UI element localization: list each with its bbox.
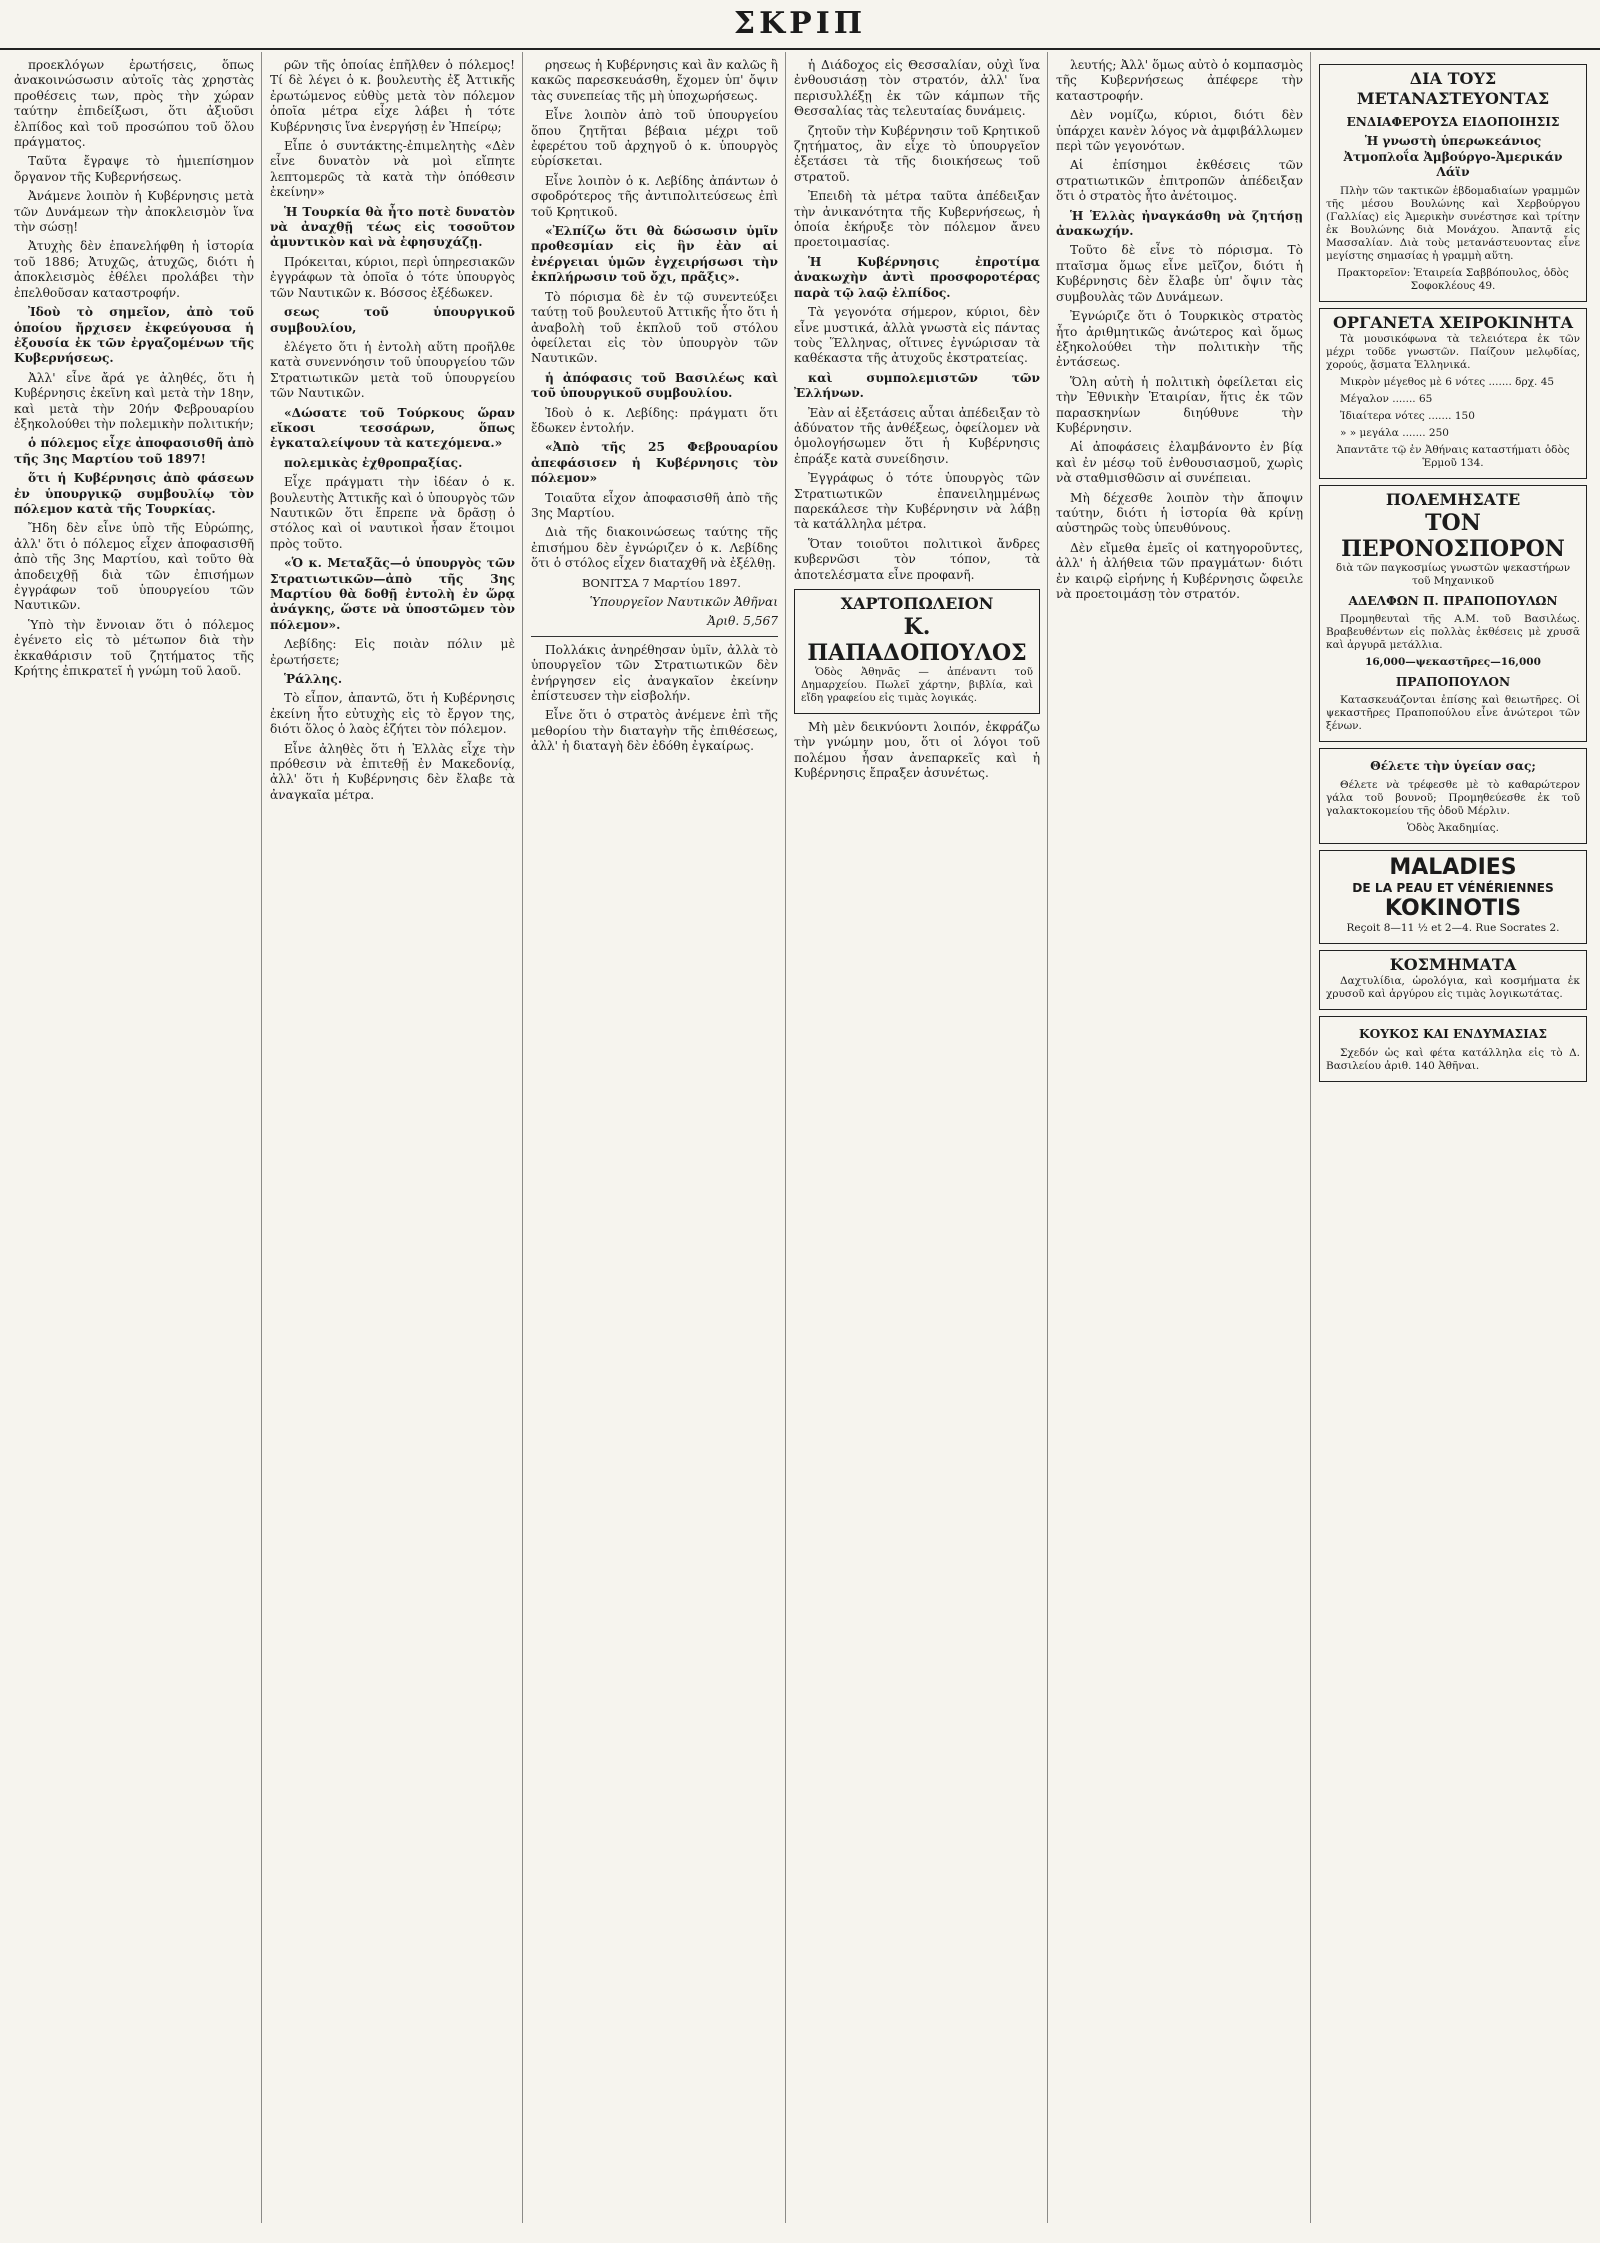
paragraph: Εἶνε ἀληθὲς ὅτι ἡ Ἑλλὰς εἶχε τὴν πρόθεσιν νὰ ἐπιτεθῇ ἐν Μακεδονίᾳ, ἀλλ' ὅτι ἡ Κυβέρνησις δὲν ἔλαβε τὰ ἀναγκαῖα μέτρα. (270, 741, 515, 802)
ad-body: διὰ τῶν παγκοσμίως γνωστῶν ψεκαστήρων τοῦ Μηχανικοῦ (1335, 561, 1571, 587)
ad-body: Πλὴν τῶν τακτικῶν ἑβδομαδιαίων γραμμῶν τῆς μέσου Βουλώνης καὶ Χερβούργου (Γαλλίας) εἰς Ἀμερικὴν συνέστησε καὶ τρίτην ἐκ Βουλώνης διὰ Μονάχου. Ἀπαντᾷ εἰς Μασσαλίαν. Διὰ τοὺς μετανάστευοντας εἶνε μεγίστης σημασίας ἡ γραμμὴ αὕτη. (1326, 184, 1580, 262)
paragraph: λευτής; Ἀλλ' ὅμως αὐτὸ ὁ κομπασμὸς τῆς Κυβερνήσεως ἀπέφερε τὴν καταστροφήν. (1056, 58, 1303, 103)
column-divider (1310, 52, 1311, 2223)
paragraph: Ἐὰν αἱ ἐξετάσεις αὗται ἀπέδειξαν τὸ ἀδύνατον τῆς ἀνθέξεως, ὀφείλομεν νὰ ὁμολογήσωμεν ὅτι ἡ Κυβέρνησις ἐπράξε κατὰ συνείδησιν. (794, 405, 1040, 466)
paragraph: Λεβίδης: Εἰς ποιὰν πόλιν μὲ ἐρωτήσετε; (270, 637, 515, 667)
paragraph: ρῶν τῆς ὁποίας ἐπῆλθεν ὁ πόλεμος! Τί δὲ λέγει ὁ κ. βουλευτὴς ἐξ Ἀττικῆς ἐρωτώμενος εὐθὺς μετὰ τὸν πόλεμον ὁποῖα μέτρα εἶχε λάβει ἡ τότε Κυβέρνησις ἵνα ἐνεργήσῃ ἐν Ἠπείρῳ; (270, 58, 515, 134)
emigration-ad (1319, 64, 1587, 302)
bold-paragraph: σεως τοῦ ὑπουργικοῦ συμβουλίου, (270, 305, 515, 335)
masthead (0, 0, 1600, 50)
bold-paragraph: Ἡ Κυβέρνησις ἐπροτίμα ἀνακωχὴν ἀντὶ προσφοροτέρας παρὰ τῷ λαῷ ἐλπίδος. (794, 254, 1040, 300)
dispatch-number: Ἀριθ. 5,567 (707, 614, 778, 629)
paragraph: Αἱ ἀποφάσεις ἐλαμβάνοντο ἐν βίᾳ καὶ ἐν μέσῳ τοῦ ἐνθουσιασμοῦ, χωρὶς νὰ σταθμισθῶσιν αἱ συνέπειαι. (1056, 440, 1303, 486)
sprayer-ad (1319, 485, 1587, 743)
milk-ad (1319, 748, 1587, 843)
paragraph: Δὲν εἴμεθα ἐμεῖς οἱ κατηγοροῦντες, ἀλλ' ἡ ἀλήθεια τῶν πραγμάτων· διότι ἐν καιρῷ εἰρήνης ἡ Κυβέρνησις ὤφειλε νὰ προετοιμάσῃ τὸν στρατόν. (1056, 540, 1303, 601)
bold-paragraph: Ἰδοὺ τὸ σημεῖον, ἀπὸ τοῦ ὁποίου ἤρχισεν ἐκφεύγουσα ἡ ἐξουσία ἐκ τῶν ἐργαζομένων τῆς Κυβερνήσεως. (14, 305, 254, 366)
bold-paragraph: Ἡ Ἑλλὰς ἠναγκάσθη νὰ ζητήσῃ ἀνακωχήν. (1056, 208, 1303, 239)
quoted-statement: «Ὁ κ. Μεταξᾶς—ὁ ὑπουργὸς τῶν Στρατιωτικῶν—ἀπὸ τῆς 3ης Μαρτίου θὰ δοθῇ ἐντολὴ ἐν ὥρᾳ ἀνάγκης, ὥστε νὰ ὑποστῶμεν τὸν πόλεμον». (270, 556, 515, 632)
bold-paragraph: καὶ συμπολεμιστῶν τῶν Ἐλλήνων. (794, 370, 1040, 401)
paragraph: Πρόκειται, κύριοι, περὶ ὑπηρεσιακῶν ἐγγράφων τὰ ὁποῖα ὁ τότε ὑπουργὸς τῶν Ναυτικῶν κ. Βόσσος ἐξέδωκεν. (270, 254, 515, 300)
ad-company: ΑΔΕΛΦΩΝ Π. ΠΡΑΠΟΠΟΥΛΩΝ (1348, 593, 1558, 608)
ad-title: ΧΑΡΤΟΠΩΛΕΙΟΝ (840, 594, 994, 613)
speaker-name: Ῥάλλης. (284, 672, 343, 687)
ad-title: ΠΟΛΕΜΗΣΑΤΕ (1385, 489, 1521, 509)
paragraph: Ὅταν τοιοῦτοι πολιτικοὶ ἄνδρες κυβερνῶσι τὸν τόπον, τὰ ἀποτελέσματα εἶνε προφανῆ. (794, 536, 1040, 582)
ad-body: Ὁδὸς Ἀθηνᾶς — ἀπέναντι τοῦ Δημαρχείου. Πωλεῖ χάρτην, βιβλία, καὶ εἴδη γραφείου εἰς τιμὰς λογικάς. (801, 666, 1033, 704)
ad-body: Δαχτυλίδια, ὡρολόγια, καὶ κοσμήματα ἐκ χρυσοῦ καὶ ἀργύρου εἰς τιμὰς λογικωτάτας. (1326, 975, 1580, 1001)
ad-title: ΚΟΣΜΗΜΑΤΑ (1389, 955, 1517, 975)
article-column-1 (14, 58, 254, 2219)
paragraph: προεκλόγων ἐρωτήσεις, ὅπως ἀνακοινώσωσιν αὐτοῖς τὰς χρηστὰς προθέσεις των, πρὸς τὴν χώραν ταύτην ἐπιδείξωσι, ὅτι ἀξιοῦσι ἐλπίδος καὶ τοῦ προσώπου τοῦ ὅλου πράγματος. (14, 58, 254, 150)
column-divider (522, 52, 523, 2223)
paragraph: Τοῦτο δὲ εἶνε τὸ πόρισμα. Τὸ πταῖσμα ὅμως εἶνε μεῖζον, διότι ἡ Κυβέρνησις δὲν ἔλαβε ὑπ' ὄψιν τὰς συμβουλὰς τῶν Δυνάμεων. (1056, 243, 1303, 304)
ad-title: MALADIES (1389, 854, 1517, 880)
paragraph: ζητοῦν τὴν Κυβέρνησιν τοῦ Κρητικοῦ ζητήματος, ἂν εἶχε τὸ ὑπουργεῖον ἐξετάσει τὰ τῆς διοικήσεως τοῦ στρατοῦ. (794, 123, 1040, 184)
ad-address: Ὁδὸς Ἀκαδημίας. (1407, 821, 1499, 834)
price-line: Μικρὸν μέγεθος μὲ 6 νότες ....... δρχ. 45 (1340, 375, 1555, 388)
paragraph: Ἐπειδὴ τὰ μέτρα ταῦτα ἀπέδειξαν τὴν ἀνικανότητα τῆς Κυβερνήσεως, ἡ ὁποία ἐκήρυξε τὸν πόλεμον ἄνευ προετοιμασίας. (794, 189, 1040, 250)
paragraph: Ἀνάμενε λοιπὸν ἡ Κυβέρνησις μετὰ τῶν Δυνάμεων τὴν ἀποκλεισμὸν ἵνα τὴν σώσῃ! (14, 189, 254, 235)
paragraph: Εἶνε λοιπὸν ὁ κ. Λεβίδης ἀπάντων ὁ σφοδρότερος τῆς ἀντιπολιτεύσεως ἐπὶ τοῦ Κρητικοῦ. (531, 173, 778, 219)
paragraph: Ταῦτα ἔγραψε τὸ ἡμιεπίσημον ὄργανον τῆς Κυβερνήσεως. (14, 154, 254, 184)
article-column-4 (794, 58, 1040, 2219)
price-line: » » μεγάλα ....... 250 (1340, 426, 1449, 439)
jewelry-ad (1319, 950, 1587, 1010)
quoted-statement: «Ἐλπίζω ὅτι θὰ δώσωσιν ὑμῖν προθεσμίαν εἰς ἣν ἐὰν αἱ ἐνέργειαι ὑμῶν ἐγχειρήσωσι τὴν ἐκπλήρωσιν τοῦ ὄχι, πρᾶξις». (531, 224, 778, 285)
newspaper-title: ΣΚΡΙΠ (733, 6, 867, 41)
quoted-statement: «Ἀπὸ τῆς 25 Φεβρουαρίου ἀπεφάσισεν ἡ Κυβέρνησις τὸν πόλεμον» (531, 440, 778, 486)
article-column-5 (1056, 58, 1303, 2219)
paragraph: Ὅλη αὐτὴ ἡ πολιτικὴ ὀφείλεται εἰς τὴν Ἐθνικὴν Ἑταιρίαν, ἥτις ἐκ τῶν παρασκηνίων διηύθυνε τὴν Κυβέρνησιν. (1056, 374, 1303, 435)
ad-body: Σχεδόν ὡς καὶ φέτα κατάλληλα εἰς τὸ Δ. Βασιλείου ἀριθ. 140 Ἀθῆναι. (1326, 1046, 1580, 1072)
column-divider (785, 52, 786, 2223)
paragraph: Τὸ πόρισμα δὲ ἐν τῷ συνεντεύξει ταύτῃ τοῦ βουλευτοῦ Ἀττικῆς ἦτο ὅτι ἡ ἀναβολὴ τοῦ ἐκπλοῦ τοῦ στόλου ὀφείλεται εἰς τὸν ὑπουργὸν τῶν Ναυτικῶν. (531, 289, 778, 366)
paragraph: Ἐγγράφως ὁ τότε ὑπουργὸς τῶν Στρατιωτικῶν ἐπανειλημμένως παρεκάλεσε τὴν Κυβέρνησιν νὰ λάβῃ τὰ κατάλληλα μέτρα. (794, 471, 1040, 532)
paragraph: Τοιαῦτα εἶχον ἀποφασισθῆ ἀπὸ τῆς 3ης Μαρτίου. (531, 490, 778, 520)
bold-paragraph: ὅτι ἡ Κυβέρνησις ἀπὸ φάσεων ἐν ὑπουργικῷ συμβουλίῳ τὸν πόλεμον κατὰ τῆς Τουρκίας. (14, 471, 254, 516)
ad-body: Κατασκευάζονται ἐπίσης καὶ θειωτῆρες. Οἱ ψεκαστῆρες Πραποπούλου εἶνε ἀνώτεροι τῶν ξένων. (1326, 694, 1580, 733)
paragraph: Αἱ ἐπίσημοι ἐκθέσεις τῶν στρατιωτικῶν ἐπιτροπῶν ἀπέδειξαν ὅτι ὁ στρατὸς ἦτο ἀνέτοιμος. (1056, 158, 1303, 204)
paragraph: ἐλέγετο ὅτι ἡ ἐντολὴ αὕτη προῆλθε κατὰ συνεννόησιν τοῦ ὑπουργείου τῶν Στρατιωτικῶν μετὰ τοῦ ὑπουργείου τῶν Ναυτικῶν. (270, 339, 515, 401)
ad-title: ΚΟΥΚΟΣ ΚΑΙ ΕΝΔΥΜΑΣΙΑΣ (1359, 1027, 1547, 1042)
ad-title: ΔΙΑ ΤΟΥΣ ΜΕΤΑΝΑΣΤΕΥΟΝΤΑΣ (1356, 69, 1550, 108)
paragraph: Ἐγνώριζε ὅτι ὁ Τουρκικὸς στρατὸς ἦτο ἀριθμητικῶς ἀνώτερος καὶ ὅμως ἐξηκολούθει τὴν πολιτικὴν τῆς ἐντάσεως. (1056, 309, 1303, 370)
column-divider (261, 52, 262, 2223)
quoted-order: «Δώσατε τοῦ Τούρκους ὥραν εἴκοσι τεσσάρων, ὅπως ἐγκαταλείψουν τὰ κατεχόμενα.» (270, 405, 515, 451)
ad-address: Ἀπαντᾶτε τῷ ἐν Ἀθήναις καταστήματι ὁδὸς Ἑρμοῦ 134. (1336, 443, 1570, 469)
bold-paragraph: ἡ ἀπόφασις τοῦ Βασιλέως καὶ τοῦ ὑπουργικοῦ συμβουλίου. (531, 370, 778, 401)
ad-name: Κ. ΠΑΠΑΔΟΠΟΥΛΟΣ (807, 614, 1027, 666)
dispatch-signature: Ὑπουργεῖον Ναυτικῶν Ἀθῆναι (589, 595, 778, 609)
paragraph: Μὴ μὲν δεικνύοντι λοιπόν, ἐκφράζω τὴν γνώμην μου, ὅτι οἱ λόγοι τοῦ πολέμου ἦσαν ἀνεπαρκεῖς καὶ ἡ Κυβέρνησις ἔπραξεν ἀσυνέτως. (794, 720, 1040, 781)
paragraph: Εἶνε ὅτι ὁ στρατὸς ἀνέμενε ἐπὶ τῆς μεθορίου τὴν διαταγὴν τῆς ἐπιθέσεως, ἀλλ' ἡ διαταγὴ δὲν ἐδόθη ἐγκαίρως. (531, 708, 778, 754)
ad-address: Πρακτορεῖον: Ἐταιρεία Σαββόπουλος, ὁδὸς Σοφοκλέους 49. (1337, 266, 1569, 292)
paragraph: Τὰ γεγονότα σήμερον, κύριοι, δὲν εἶνε μυστικά, ἀλλὰ γνωστὰ εἰς πάντας τοὺς Ἕλληνας, οἵτινες ἐγνώρισαν τὰ καθέκαστα τῆς ἀτυχοῦς ἐκστρατείας. (794, 305, 1040, 366)
paragraph: ἡ Διάδοχος εἰς Θεσσαλίαν, οὐχὶ ἵνα ἐνθουσιάσῃ τὸν στρατόν, ἀλλ' ἵνα περισυλλέξῃ ἐκ τῶν κάμπων τῆς Θεσσαλίας τὰς τελευταίας δυνάμεις. (794, 58, 1040, 119)
ad-title: Θέλετε τὴν ὑγείαν σας; (1370, 759, 1536, 774)
article-column-3 (531, 58, 778, 2219)
ad-company: ΠΡΑΠΟΠΟΥΛΟΝ (1395, 675, 1511, 690)
ad-name: KOKINOTIS (1384, 896, 1522, 922)
ad-subtitle: ΕΝΔΙΑΦΕΡΟΥΣΑ ΕΙΔΟΠΟΙΗΣΙΣ (1346, 115, 1560, 129)
paragraph: Ἀλλ' εἶνε ἄρά γε ἀληθές, ὅτι ἡ Κυβέρνησις ἐκεῖνη καὶ μετὰ τὴν 18ην, καὶ μετὰ τὴν 20ήν Φεβρουαρίου ἐξηκολούθει τὴν πολεμικὴν πολιτικήν; (14, 370, 254, 431)
paragraph: Πολλάκις ἀνηρέθησαν ὑμῖν, ἀλλὰ τὸ ὑπουργεῖον τῶν Στρατιωτικῶν δὲν ἐνήργησεν εἰς ἀναγκαῖον ἐκείνην ἐπίστευσεν τὴν εἰσβολήν. (531, 642, 778, 704)
ad-title: ΟΡΓΑΝΕΤΑ ΧΕΙΡΟΚΙΝΗΤΑ (1333, 312, 1573, 332)
paragraph: Ἰδοὺ ὁ κ. Λεβίδης: πράγματι ὅτι ἔδωκεν ἐντολήν. (531, 405, 778, 435)
column-divider (1047, 52, 1048, 2223)
article-column-2 (270, 58, 515, 2219)
ad-body: Reçoit 8—11 ½ et 2—4. Rue Socrates 2. (1346, 922, 1560, 935)
paragraph: Εἶπε ὁ συντάκτης-ἐπιμελητὴς «Δὲν εἶνε δυνατὸν νὰ μοὶ εἴπητε λεπτομερῶς τὰ κατὰ τὴν ὁπόθεσιν ἐκείνην» (270, 139, 515, 200)
paragraph: Ἤδη δὲν εἶνε ὑπὸ τῆς Εὐρώπης, ἀλλ' ὅτι ὁ πόλεμος εἶχεν ἀποφασισθῆ ἀπὸ τῆς 3ης Μαρτίου, καὶ τοῦτο θὰ ἀποδειχθῇ διὰ τῶν ἐπισήμων ἐγγράφων τοῦ ὑπουργείου τῶν Ναυτικῶν. (14, 521, 254, 613)
paragraph: Τὸ εἶπον, ἀπαντῶ, ὅτι ἡ Κυβέρνησις ἐκείνη ἦτο εὐτυχὴς εἰς τὸ ἔργον της, διότι ὅλος ὁ λαὸς ἐζήτει τὸν πόλεμον. (270, 691, 515, 737)
price-line: Μέγαλον ....... 65 (1340, 392, 1433, 405)
ad-body: Προμηθευταὶ τῆς Α.Μ. τοῦ Βασιλέως. Βραβευθέντων εἰς πολλὰς ἐκθέσεις μὲ χρυσᾶ καὶ ἀργυρᾶ μετάλλια. (1326, 613, 1580, 652)
paragraph: Ὑπὸ τὴν ἔννοιαν ὅτι ὁ πόλεμος ἐγένετο εἰς τὸ μέτωπον διὰ τὴν ἐκκαθάρισιν τοῦ ζητήματος τῆς Κρήτης ἐπικρατεῖ ἡ γνώμη τοῦ λαοῦ. (14, 617, 254, 679)
advertisement-column (1319, 58, 1587, 2219)
dispatch-date: ΒΟΝΙΤΣΑ 7 Μαρτίου 1897. (582, 575, 741, 590)
doctor-ad (1319, 850, 1587, 944)
bold-paragraph: ὁ πόλεμος εἶχε ἀποφασισθῆ ἀπὸ τῆς 3ης Μαρτίου τοῦ 1897! (14, 436, 254, 466)
paragraph: Δὲν νομίζω, κύριοι, διότι δὲν ὑπάρχει κανὲν λόγος νὰ ἀμφιβάλλωμεν περὶ τῶν γεγονότων. (1056, 108, 1303, 154)
ad-count: 16,000—ψεκαστῆρες—16,000 (1365, 656, 1541, 669)
divider (531, 636, 778, 637)
clothing-ad (1319, 1016, 1587, 1081)
ad-headline: Ἡ γνωστὴ ὑπερωκεάνιος Ἀτμοπλοΐα Ἀμβούργο-Ἀμερικάν Λάϊν (1343, 134, 1563, 180)
bold-paragraph: πολεμικὰς ἐχθροπραξίας. (284, 455, 463, 470)
paragraph: Ἀτυχὴς δὲν ἐπανελήφθη ἡ ἱστορία τοῦ 1886; Ἀτυχῶς, ἀτυχῶς, διότι ἡ ἀποκλεισμὸς ἐθέλει προλάβει τὴν ἐπελθοῦσαν καταστροφήν. (14, 239, 254, 300)
paragraph: Εἶχε πράγματι τὴν ἰδέαν ὁ κ. βουλευτὴς Ἀττικῆς καὶ ὁ ὑπουργὸς τῶν Ναυτικῶν ὅτι ἔπρεπε νὰ δρᾶσῃ ὁ στόλος καὶ οἱ ναυτικοὶ ἦσαν ἕτοιμοι πρὸς τοῦτο. (270, 475, 515, 551)
organ-ad (1319, 308, 1587, 479)
paragraph: Μὴ δέχεσθε λοιπὸν τὴν ἄποψιν ταύτην, διότι ἡ ἱστορία θὰ κρίνῃ αὐστηρῶς τοὺς ὑπευθύνους. (1056, 490, 1303, 536)
paragraph: Διὰ τῆς διακοινώσεως ταύτης τῆς ἐπισήμου δὲν ἐγνώριζεν ὁ κ. Λεβίδης ὅτι ὁ στόλος εἶχεν διαταχθῆ νὰ ἐξέλθῃ. (531, 525, 778, 571)
ad-body: Θέλετε νὰ τρέφεσθε μὲ τὸ καθαρώτερον γάλα τοῦ βουνοῦ; Προμηθεύεσθε ἐκ τοῦ γαλακτοκομείου τῆς ὁδοῦ Μέρλιν. (1326, 778, 1580, 817)
paragraph: Εἶνε λοιπὸν ἀπὸ τοῦ ὑπουργείου ὅπου ζητῆται βέβαια μέχρι τοῦ ἐφερέτου τοῦ ἀρχηγοῦ ὁ κ. ὑπουργὸς εὑρίσκεται. (531, 108, 778, 169)
stationery-ad (794, 589, 1040, 714)
ad-body: Τὰ μουσικόφωνα τὰ τελειότερα ἐκ τῶν μέχρι τοῦδε γνωστῶν. Παίζουν μελῳδίας, χορούς, ᾄσματα Ἑλληνικά. (1326, 332, 1580, 371)
paragraph: ρησεως ἡ Κυβέρνησις καὶ ἂν καλῶς ἢ κακῶς παρεσκευάσθη, ἔχομεν ὑπ' ὄψιν τὰς συνεπείας τῆς μὴ ὑποχωρήσεως. (531, 58, 778, 103)
bold-paragraph: Ἡ Τουρκία θὰ ἦτο ποτὲ δυνατὸν νὰ ἀναχθῇ τέως εἰς τοσοῦτον ἀμυντικὸν καὶ νὰ ἐφησυχάζῃ. (270, 204, 515, 250)
price-line: Ἰδιαίτερα νότες ....... 150 (1340, 409, 1475, 422)
ad-headline: ΤΟΝ ΠΕΡΟΝΟΣΠΟΡΟΝ (1341, 509, 1565, 562)
ad-subtitle: DE LA PEAU ET VÉNÉRIENNES (1352, 880, 1554, 895)
